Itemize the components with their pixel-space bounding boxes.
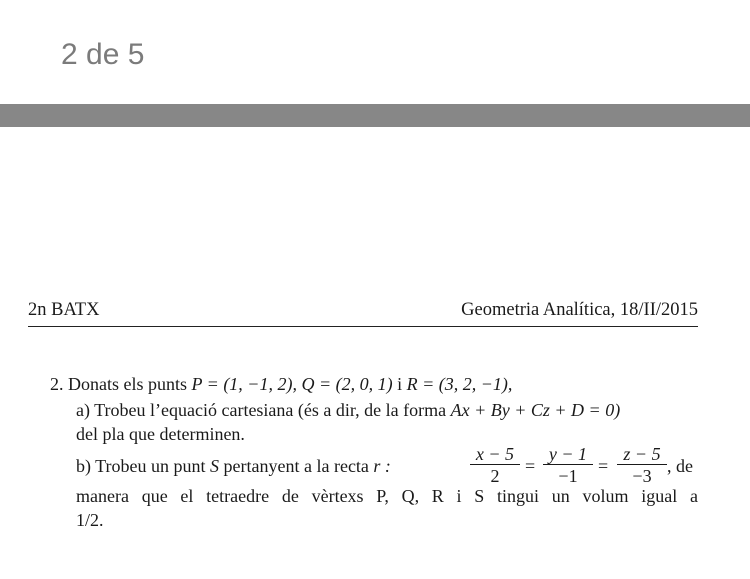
fraction-z-numerator: z − 5 [617, 444, 667, 465]
equals-sign-1: = [525, 456, 536, 476]
fraction-z [617, 444, 667, 487]
equals-sign-2: = [598, 456, 609, 476]
header-subject-date: Geometria Analítica, 18/II/2015 [461, 300, 698, 320]
problem-line-1 [50, 374, 512, 395]
fraction-y [543, 444, 593, 487]
fraction-x-numerator: x − 5 [470, 444, 520, 465]
point-P: P = (1, −1, 2), [191, 374, 297, 394]
problem-intro: Donats els punts [68, 374, 187, 394]
header-course: 2n BATX [28, 300, 100, 320]
fraction-x-denominator: 2 [490, 466, 500, 486]
viewer-divider-bar [0, 104, 750, 127]
plane-equation: Ax + By + Cz + D = 0) [450, 400, 621, 420]
part-b-line-3: 1/2. [76, 510, 104, 530]
point-Q: Q = (2, 0, 1) [301, 374, 393, 394]
and-word: i [397, 374, 403, 394]
part-b-text-2: pertanyent a la recta [223, 456, 369, 476]
part-b-line-1 [76, 456, 391, 477]
point-R: R = (3, 2, −1), [406, 374, 513, 394]
document-page [0, 127, 750, 579]
viewer-header [0, 0, 750, 104]
line-r-label: r : [373, 456, 391, 476]
fraction-z-denominator: −3 [632, 466, 652, 486]
part-a-text: a) Trobeu l’equació cartesiana (és a dir, de la forma [76, 400, 447, 420]
point-S: S [210, 456, 220, 476]
problem-number: 2. [50, 374, 64, 394]
running-header [28, 300, 698, 327]
part-b-line-1-end: , de [667, 456, 693, 476]
fraction-y-numerator: y − 1 [543, 444, 593, 465]
fraction-y-denominator: −1 [558, 466, 578, 486]
page-indicator: 2 de 5 [61, 38, 145, 71]
part-a-line-2: del pla que determinen. [76, 424, 245, 444]
fraction-x [470, 444, 520, 487]
part-b-text: b) Trobeu un punt [76, 456, 206, 476]
part-b-line-2: manera que el tetraedre de vèrtexs P, Q, R i S tingui un volum igual a [76, 486, 698, 506]
part-a-line-1 [76, 400, 620, 421]
